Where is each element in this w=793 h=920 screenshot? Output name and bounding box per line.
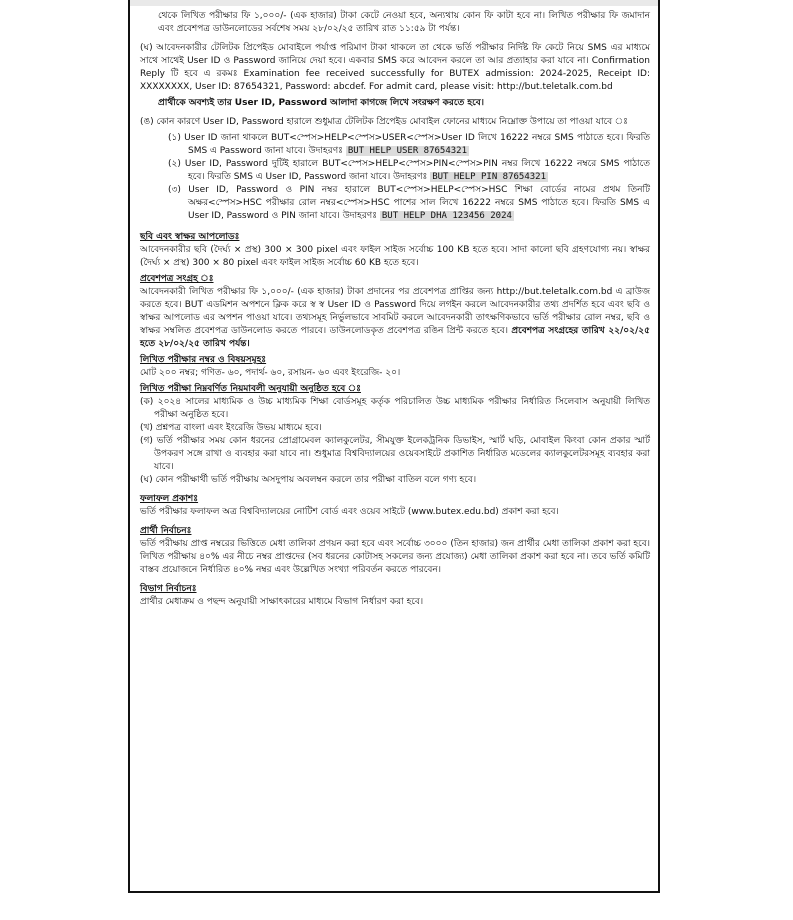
recovery-item-2-example: BUT HELP PIN 87654321	[432, 172, 547, 182]
recovery-item-1	[140, 132, 650, 158]
rules-heading: লিখিত পরীক্ষা নিম্নবর্ণিত নিয়মাবলী অনুযায়ী অনুষ্ঠিত হবে ঃ	[140, 384, 361, 394]
result-text: ভর্তি পরীক্ষার ফলাফল অত্র বিশ্ববিদ্যালয়ের নোটিশ বোর্ড এবং ওয়েব সাইটে (www.butex.edu.bd) প্রকাশ করা হবে।	[140, 507, 559, 517]
department-heading: বিভাগ নির্বাচনঃ	[140, 584, 197, 594]
result-heading: ফলাফল প্রকাশঃ	[140, 494, 199, 504]
recovery-item-2-text: (২) User ID, Password দুটিই হারালে BUT<স্পেস>HELP<স্পেস>PIN<স্পেস>PIN নম্বর লিখে 16222 নম্বরে SMS পাঠাতে হবে। ফিরতি SMS এ User ID, Password জানা যাবে। উদাহরণঃ	[168, 159, 650, 182]
recovery-item-2	[140, 158, 650, 184]
fee-deadline-text: থেকে লিখিত পরীক্ষার ফি ১,০০০/- (এক হাজার) টাকা কেটে নেওয়া হবে, অন্যথায় কোন ফি কাটা হবে না। লিখিত পরীক্ষার ফি জমাদান এবং প্রবেশপত্র ডাউনলোডের সর্বশেষ সময় ২৮/০২/২৫ তারিখ রাত ১১:৫৯ টা পর্যন্ত।	[158, 11, 650, 34]
department-text: প্রার্থীর মেধাক্রম ও পছন্দ অনুযায়ী সাক্ষাৎকারের মাধ্যমে বিভাগ নির্ধারণ করা হবে।	[140, 597, 424, 607]
section-gha-text: (ঘ) আবেদনকারীর টেলিটক প্রিপেইড মোবাইলে পর্যাপ্ত পরিমাণ টাকা থাকলে তা থেকে ভর্তি পরীক্ষার নির্দিষ্ট ফি কেটে নিয়ে SMS এর মাধ্যমে সাথে সাথেই User ID ও Password জানিয়ে দেয়া হবে। একবার SMS করে আবেদন করলে তা আর প্রত্যাহার করা যাবে না। Confirmation Reply টি হবে এ রকমঃ Examination fee received successfully for BUTEX admission: 2024-2025, Receipt ID: XXXXXXXX, User ID: 87654321, Password: abcdef. For admit card, please visit: http://but.teletalk.com.bd	[140, 43, 650, 92]
admit-heading: প্রবেশপত্র সংগ্রহ ঃ	[140, 274, 214, 284]
rule-item-kha: (খ) প্রশ্নপত্র বাংলা এবং ইংরেজি উভয় মাধ্যমে হবে।	[140, 423, 322, 433]
recovery-item-3	[140, 184, 650, 223]
rule-item-gha: (ঘ) কোন পরীক্ষার্থী ভর্তি পরীক্ষায় অসদুপায় অবলম্বন করলে তার পরীক্ষা বাতিল বলে গণ্য হবে।	[140, 475, 477, 485]
photo-heading: ছবি এবং স্বাক্ষর আপলোডঃ	[140, 232, 240, 242]
recovery-item-1-text: (১) User ID জানা থাকলে BUT<স্পেস>HELP<স্পেস>USER<স্পেস>User ID লিখে 16222 নম্বরে SMS পাঠাতে হবে। ফিরতি SMS এ Password জানা যাবে। উদাহরণঃ	[168, 133, 650, 156]
selection-text: ভর্তি পরীক্ষায় প্রাপ্ত নম্বরের ভিত্তিতে মেধা তালিকা প্রণয়ন করা হবে এবং সর্বোচ্চ ৩০০০ (তিন হাজার) জন প্রার্থীর মেধা তালিকা প্রকাশ করা হবে। লিখিত পরীক্ষায় ৪০% এর নীচে নম্বর প্রাপ্তদের (সব ধরনের কোটাসহ সকলের জন্য প্রযোজ্য) মেধা তালিকা প্রকাশ করা হবে না। তবে ভর্তি কমিটি বাস্তব প্রয়োজনে নির্ধারিত ৪০% নম্বর এবং উল্লেখিত সংখ্যা পরিবর্তন করতে পারবেন।	[140, 539, 650, 575]
admit-date: প্রবেশপত্র সংগ্রহের তারিখ ২২/০২/২৫ হতে ২৮/০২/২৫ তারিখ পর্যন্ত।	[140, 326, 650, 349]
section-uma-text: (ঙ) কোন কারণে User ID, Password হারালে শুধুমাত্র টেলিটক প্রিপেইড মোবাইল ফোনের মাধ্যমে নিম্নোক্ত উপায়ে তা পাওয়া যাবে ঃ	[140, 117, 628, 127]
document-page	[128, 0, 660, 893]
photo-text: আবেদনকারীর ছবি (দৈর্ঘ্য × প্রস্থ) 300 × 300 pixel এবং ফাইল সাইজ সর্বোচ্চ 100 KB হতে হবে। সাদা কালো ছবি গ্রহণযোগ্য নয়। স্বাক্ষর (দৈর্ঘ্য × প্রস্থ) 300 × 80 pixel এবং ফাইল সাইজ সর্বোচ্চ 60 KB হতে হবে।	[140, 245, 650, 268]
rule-item-ga: (গ) ভর্তি পরীক্ষার সময় কোন ধরনের প্রোগ্রামেবল ক্যালকুলেটর, সীমযুক্ত ইলেকট্রনিক ডিভাইস, স্মার্ট ঘড়ি, মোবাইল কিংবা কোন প্রকার স্মার্ট উপকরণ সঙ্গে রাখা ও ব্যবহার করা যাবে না। শুধুমাত্র বিশ্ববিদ্যালয়ের ওয়েবসাইটে প্রকাশিত নির্ধারিত মডেলের ক্যালকুলেটরসমূহ ব্যবহার করা যাবে।	[140, 436, 650, 472]
recovery-item-3-example: BUT HELP DHA 123456 2024	[381, 211, 512, 221]
admit-text	[140, 286, 650, 351]
section-gha-note: প্রার্থীকে অবশ্যই তার User ID, Password আলাদা কাগজে লিখে সংরক্ষণ করতে হবে।	[158, 98, 484, 108]
rule-item-ka: (ক) ২০২৪ সালের মাধ্যমিক ও উচ্চ মাধ্যমিক শিক্ষা বোর্ডসমূহ কর্তৃক পরিচালিত উচ্চ মাধ্যমিক পরীক্ষার নির্ধারিত সিলেবাস অনুযায়ী লিখিত পরীক্ষা অনুষ্ঠিত হবে।	[140, 397, 650, 420]
admit-body: আবেদনকারী লিখিত পরীক্ষার ফি ১,০০০/- (এক হাজার) টাকা প্রদানের পর প্রবেশপত্র প্রাপ্তির জন্য http://but.teletalk.com.bd এ ব্রাউজ করতে হবে। BUT এডমিশন অপশনে ক্লিক করে স্ব স্ব User ID ও Password দিয়ে লগইন করলে আবেদনকারীর তথ্য প্রদর্শিত হবে এবং ছবি ও স্বাক্ষর আপলোড এর অপশন পাওয়া যাবে। তথ্যসমূহ নির্ভুলভাবে সাবমিট করলে আবেদনকারী তাৎক্ষণিকভাবে ভর্তি পরীক্ষার রোল নম্বর, ছবি ও স্বাক্ষর সম্বলিত প্রবেশপত্র ডাউনলোড করতে পারবে। ডাউনলোডকৃত প্রবেশপত্র রঙিন প্রিন্ট করতে হবে।	[140, 287, 650, 336]
recovery-item-1-example: BUT HELP USER 87654321	[347, 146, 468, 156]
recovery-item-3-text: (৩) User ID, Password ও PIN নম্বর হারালে BUT<স্পেস>HELP<স্পেস>HSC শিক্ষা বোর্ডের নামের প্রথম তিনটি অক্ষর<স্পেস>HSC পরীক্ষার রোল নম্বর<স্পেস>HSC পাশের সাল লিখে 16222 নম্বরে SMS পাঠাতে হবে। ফিরতি SMS এ User ID, Password ও PIN জানা যাবে। উদাহরণঃ	[168, 185, 650, 221]
scan-shade	[130, 0, 658, 6]
marks-text: মোট ২০০ নম্বর; গণিত- ৬০, পদার্থ- ৬০, রসায়ন- ৬০ এবং ইংরেজি- ২০।	[140, 368, 401, 378]
marks-heading: লিখিত পরীক্ষার নম্বর ও বিষয়সমূহঃ	[140, 355, 267, 365]
selection-heading: প্রার্থী নির্বাচনঃ	[140, 526, 192, 536]
